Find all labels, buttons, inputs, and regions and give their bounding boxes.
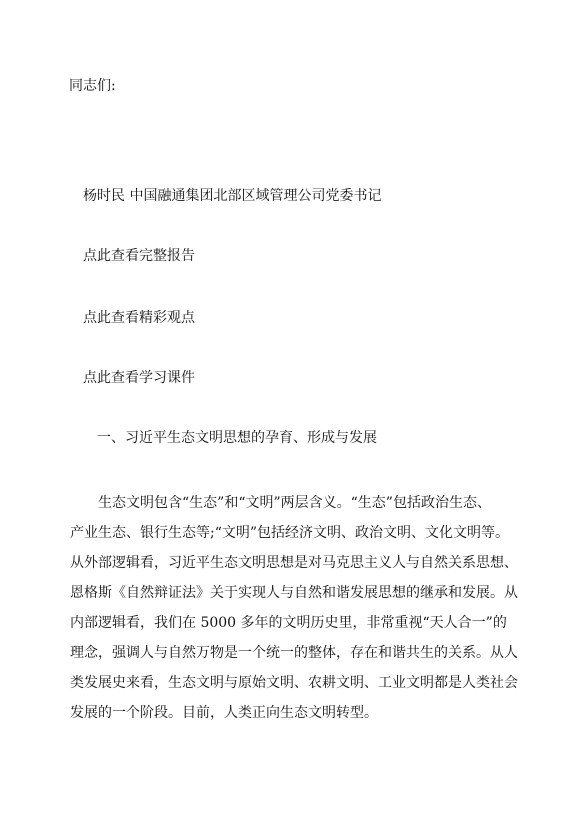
author-line: 杨时民 中国融通集团北部区域管理公司党委书记 bbox=[83, 188, 382, 204]
paragraph-line: 理念，强调人与自然万物是一个统一的整体，存在和谐共生的关系。从人 bbox=[70, 645, 518, 661]
link-courseware[interactable]: 点此查看学习课件 bbox=[83, 370, 195, 386]
paragraph-line: 类发展史来看，生态文明与原始文明、农耕文明、工业文明都是人类社会 bbox=[70, 675, 518, 691]
greeting-text: 同志们: bbox=[69, 78, 116, 94]
paragraph-line: 恩格斯《自然辩证法》关于实现人与自然和谐发展思想的继承和发展。从 bbox=[70, 585, 518, 601]
paragraph-line: 产业生态、银行生态等;“文明”包括经济文明、政治文明、文化文明等。 bbox=[70, 525, 510, 541]
body-paragraph bbox=[70, 488, 520, 728]
section-heading: 一、习近平生态文明思想的孕育、形成与发展 bbox=[97, 430, 377, 446]
paragraph-line: 从外部逻辑看，习近平生态文明思想是对马克思主义人与自然关系思想、 bbox=[70, 555, 518, 571]
link-highlights[interactable]: 点此查看精彩观点 bbox=[83, 310, 195, 326]
paragraph-line: 发展的一个阶段。目前，人类正向生态文明转型。 bbox=[70, 705, 378, 721]
paragraph-line: 生态文明包含“生态”和“文明”两层含义。“生态”包括政治生态、 bbox=[98, 495, 491, 511]
paragraph-line: 内部逻辑看，我们在 5000 多年的文明历史里，非常重视“天人合一”的 bbox=[70, 615, 507, 631]
link-full-report[interactable]: 点此查看完整报告 bbox=[83, 248, 195, 264]
